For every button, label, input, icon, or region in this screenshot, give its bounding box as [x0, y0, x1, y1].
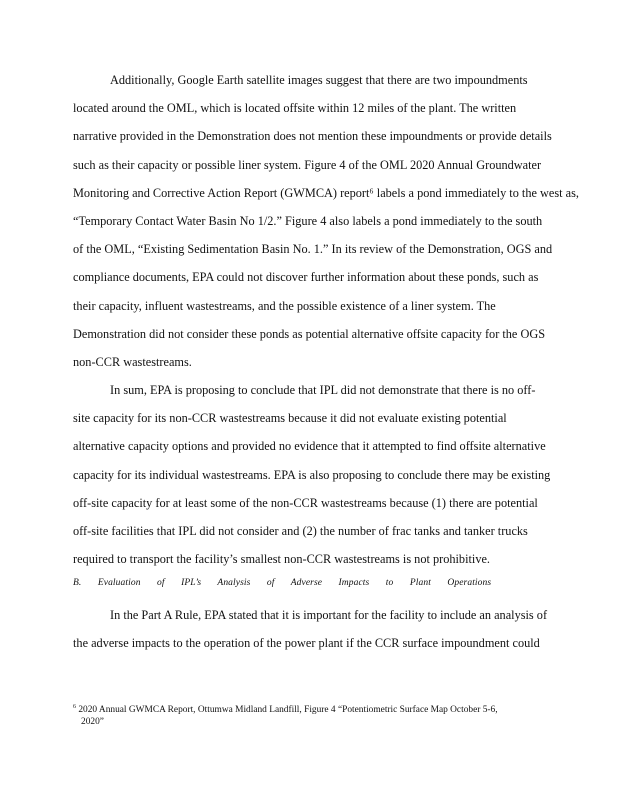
footnote-line: [73, 701, 593, 716]
text-line: site capacity for its non-CCR wastestreams because it did not evaluate existing potential: [73, 411, 507, 426]
text-line: compliance documents, EPA could not discover further information about these ponds, such as: [73, 270, 539, 285]
text-line: “Temporary Contact Water Basin No 1/2.” Figure 4 also labels a pond immediately to the south: [73, 213, 543, 228]
paragraph-impoundments: [73, 66, 591, 573]
paragraph-part-a-rule: [73, 601, 591, 657]
text-line: off-site capacity for at least some of the non-CCR wastestreams because (1) there are potential: [73, 495, 538, 510]
footnote-text-continued: 2020”: [81, 717, 104, 728]
text-line: off-site facilities that IPL did not consider and (2) the number of frac tanks and tanker trucks: [73, 524, 528, 538]
footnote: [73, 701, 593, 728]
text-line: narrative provided in the Demonstration does not mention these impoundments or provide details: [73, 129, 552, 144]
text-line: Monitoring and Corrective Action Report (GWMCA) report⁶ labels a pond immediately to the west as,: [73, 185, 579, 200]
text-line: of the OML, “Existing Sedimentation Basin No. 1.” In its review of the Demonstration, OGS and: [73, 242, 553, 257]
text-line: capacity for its individual wastestreams. EPA is also proposing to conclude there may be existing: [73, 467, 551, 482]
text-line: non-CCR wastestreams.: [73, 354, 192, 369]
text-line: located around the OML, which is located offsite within 12 miles of the plant. The written: [73, 101, 517, 116]
text-line: required to transport the facility’s smallest non-CCR wastestreams is not prohibitive.: [73, 552, 490, 567]
text-line: the adverse impacts to the operation of the power plant if the CCR surface impoundment could: [73, 636, 540, 651]
text-line: Additionally, Google Earth satellite images suggest that there are two impoundments: [110, 73, 528, 87]
text-line: such as their capacity or possible liner system. Figure 4 of the OML 2020 Annual Groundwater: [73, 157, 542, 172]
text-line: their capacity, influent wastestreams, and the possible existence of a liner system. The: [73, 298, 496, 313]
section-heading: B. Evaluation of IPL’s Analysis of Adverse Impacts to Plant Operations: [73, 578, 492, 588]
footnote-text: 2020 Annual GWMCA Report, Ottumwa Midland Landfill, Figure 4 “Potentiometric Surface Map October 5-6,: [78, 705, 498, 716]
text-line: Demonstration did not consider these ponds as potential alternative offsite capacity for the OGS: [73, 326, 546, 341]
footnote-marker: 6: [73, 704, 76, 710]
text-line: alternative capacity options and provided no evidence that it attempted to find offsite alternative: [73, 439, 546, 454]
text-line: In sum, EPA is proposing to conclude that IPL did not demonstrate that there is no off-: [110, 383, 536, 398]
text-line: In the Part A Rule, EPA stated that it is important for the facility to include an analysis of: [110, 608, 548, 622]
